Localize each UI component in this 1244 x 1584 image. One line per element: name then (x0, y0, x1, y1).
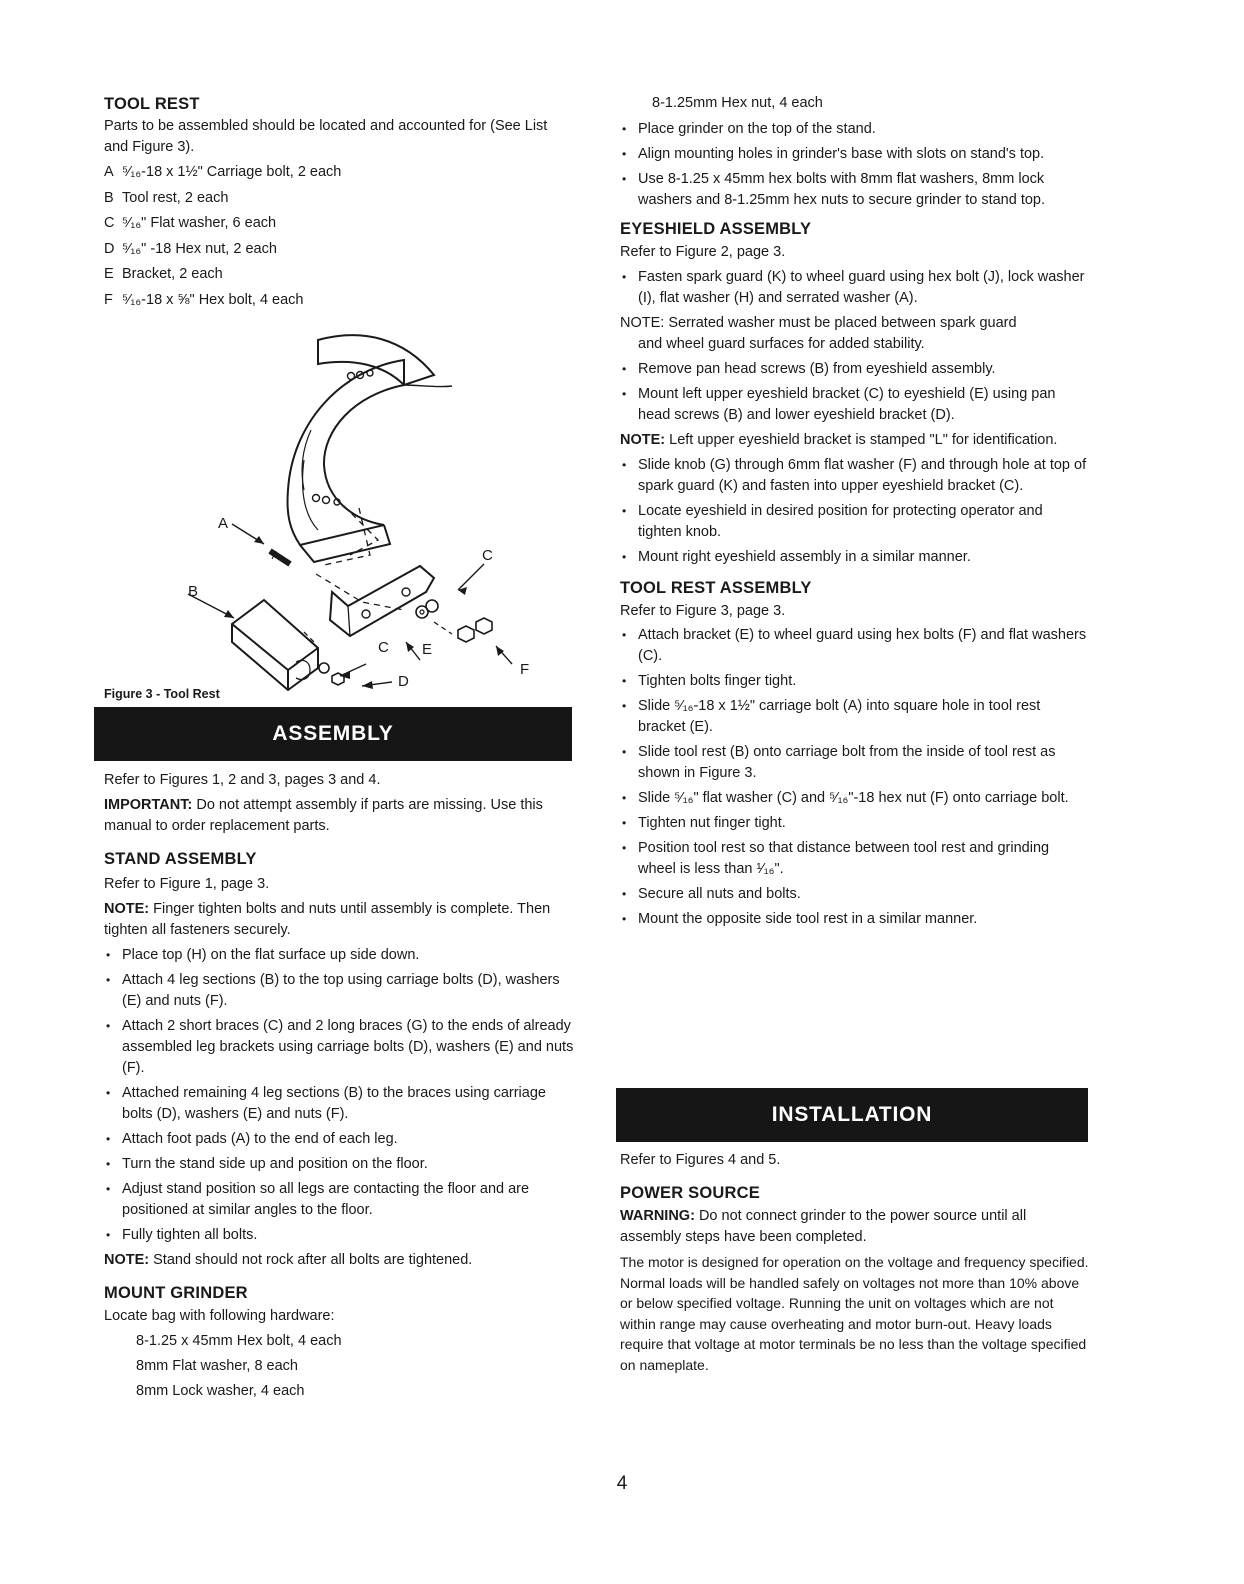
list-item: • Place top (H) on the flat surface up side down. (104, 945, 574, 966)
tool-rest-heading: TOOL REST (104, 95, 200, 113)
eyeshield-steps-3 (620, 455, 1090, 568)
eyeshield-note: NOTE: Serrated washer must be placed between spark guard and wheel guard surfaces for added stability. (620, 315, 1017, 352)
eyeshield-assembly-heading: EYESHIELD ASSEMBLY (620, 220, 812, 238)
stand-steps (104, 945, 574, 1246)
stand-ref: Refer to Figure 1, page 3. (104, 876, 270, 892)
tool-rest-intro: Parts to be assembled should be located and accounted for (See List and Figure 3). (104, 118, 548, 155)
tool-rest-figure (104, 330, 574, 700)
list-item: • Attach 2 short braces (C) and 2 long braces (G) to the ends of already assembled leg brackets using carriage bolts (D), washers (E) and nuts (F). (104, 1016, 574, 1079)
installation-intro: Refer to Figures 4 and 5. (620, 1152, 781, 1168)
figure-label-d: D (398, 673, 409, 690)
figure-label-c: C (378, 639, 389, 656)
figure-label-c: C (482, 547, 493, 564)
part-item: D ⁵⁄₁₆" -18 Hex nut, 2 each (104, 240, 277, 257)
figure-caption: Figure 3 - Tool Rest (104, 687, 220, 701)
figure-label-e: E (422, 641, 433, 658)
part-item: E Bracket, 2 each (104, 266, 223, 283)
list-item: • Fully tighten all bolts. (104, 1225, 574, 1246)
assembly-section (104, 770, 574, 1404)
eyeshield-ref: Refer to Figure 2, page 3. (620, 244, 786, 260)
important-note: IMPORTANT: Do not attempt assembly if parts are missing. Use this manual to order replacement parts. (104, 797, 543, 834)
eyeshield-steps-2 (620, 359, 1090, 426)
eyeshield-note-2: NOTE: Left upper eyeshield bracket is stamped "L" for identification. (620, 432, 1058, 448)
tool-rest-steps (620, 625, 1090, 930)
power-body: The motor is designed for operation on the voltage and frequency specified. Normal loads will be handled safely on voltages not more than 10% above or below specified voltage. Running the unit on voltages which are not within range may cause overheating and motor burn-out. Heavy loads require that voltage at motor terminals be no less than the voltage specified on nameplate. (620, 1254, 1089, 1373)
list-item: • Attach 4 leg sections (B) to the top using carriage bolts (D), washers (E) and nuts (F). (104, 970, 574, 1012)
list-item: 8mm Flat washer, 8 each (136, 1358, 298, 1374)
list-item: • Slide ⁵⁄₁₆" flat washer (C) and ⁵⁄₁₆"-18 hex nut (F) onto carriage bolt. (620, 788, 1090, 809)
list-item: • Mount left upper eyeshield bracket (C) to eyeshield (E) using pan head screws (B) and lower eyeshield bracket (D). (620, 384, 1090, 426)
mount-grinder-continued (620, 93, 1090, 934)
list-item: • Attached remaining 4 leg sections (B) to the braces using carriage bolts (D), washers (E) and nuts (F). (104, 1083, 574, 1125)
part-item: B Tool rest, 2 each (104, 189, 229, 206)
list-item: • Align mounting holes in grinder's base with slots on stand's top. (620, 144, 1090, 165)
tool-rest-section (104, 94, 574, 314)
tool-rest-ref: Refer to Figure 3, page 3. (620, 603, 786, 619)
assembly-banner: ASSEMBLY (94, 707, 572, 761)
installation-section (620, 1150, 1090, 1375)
part-item: A ⁵⁄₁₆-18 x 1½" Carriage bolt, 2 each (104, 164, 342, 180)
list-item: 8mm Lock washer, 4 each (136, 1383, 305, 1399)
part-item: C ⁵⁄₁₆" Flat washer, 6 each (104, 215, 277, 232)
list-item: • Slide knob (G) through 6mm flat washer (F) and through hole at top of spark guard (K) and fasten into upper eyeshield bracket (C). (620, 455, 1090, 497)
page-number: 4 (616, 1473, 628, 1494)
list-item: • Locate eyeshield in desired position for protecting operator and tighten knob. (620, 501, 1090, 543)
list-item: • Fasten spark guard (K) to wheel guard using hex bolt (J), lock washer (I), flat washer (H) and serrated washer (A). (620, 267, 1090, 309)
list-item: • Mount right eyeshield assembly in a similar manner. (620, 547, 1090, 568)
parts-list (104, 160, 574, 314)
list-item: • Remove pan head screws (B) from eyeshield assembly. (620, 359, 1090, 380)
list-item: • Tighten nut finger tight. (620, 813, 1090, 834)
list-item: • Position tool rest so that distance between tool rest and grinding wheel is less than ¹⁄₁₆". (620, 838, 1090, 880)
list-item: • Secure all nuts and bolts. (620, 884, 1090, 905)
list-item: • Tighten bolts finger tight. (620, 671, 1090, 692)
stand-note: NOTE: Finger tighten bolts and nuts until assembly is complete. Then tighten all fasteners securely. (104, 901, 551, 938)
list-item: 8-1.25 x 45mm Hex bolt, 4 each (136, 1333, 342, 1349)
figure-label-b: B (188, 583, 199, 600)
tool-rest-assembly-heading: TOOL REST ASSEMBLY (620, 579, 812, 597)
power-warning: WARNING: Do not connect grinder to the power source until all assembly steps have been completed. (620, 1208, 1027, 1245)
list-item: • Slide tool rest (B) onto carriage bolt from the inside of tool rest as shown in Figure 3. (620, 742, 1090, 784)
list-item: • Attach bracket (E) to wheel guard using hex bolts (F) and flat washers (C). (620, 625, 1090, 667)
mount-intro: Locate bag with following hardware: (104, 1308, 335, 1324)
list-item: • Turn the stand side up and position on the floor. (104, 1154, 574, 1175)
figure-label-a: A (218, 515, 229, 532)
stand-assembly-heading: STAND ASSEMBLY (104, 850, 257, 868)
part-item: F ⁵⁄₁₆-18 x ⅝" Hex bolt, 4 each (104, 291, 304, 308)
mount-steps (620, 119, 1090, 211)
list-item: • Mount the opposite side tool rest in a similar manner. (620, 909, 1090, 930)
hardware-list (104, 1329, 574, 1404)
mount-grinder-heading: MOUNT GRINDER (104, 1284, 248, 1302)
stand-note-final: NOTE: Stand should not rock after all bolts are tightened. (104, 1252, 473, 1268)
list-item: 8-1.25mm Hex nut, 4 each (652, 95, 823, 111)
list-item: • Adjust stand position so all legs are contacting the floor and are positioned at similar angles to the floor. (104, 1179, 574, 1221)
list-item: • Slide ⁵⁄₁₆-18 x 1½" carriage bolt (A) into square hole in tool rest bracket (E). (620, 696, 1090, 738)
figure-label-f: F (520, 661, 530, 678)
eyeshield-steps-1 (620, 267, 1090, 309)
power-source-heading: POWER SOURCE (620, 1184, 760, 1202)
assembly-intro: Refer to Figures 1, 2 and 3, pages 3 and 4. (104, 772, 381, 788)
list-item: • Use 8-1.25 x 45mm hex bolts with 8mm flat washers, 8mm lock washers and 8-1.25mm hex nuts to secure grinder to stand top. (620, 169, 1090, 211)
installation-banner: INSTALLATION (616, 1088, 1088, 1142)
list-item: • Place grinder on the top of the stand. (620, 119, 1090, 140)
list-item: • Attach foot pads (A) to the end of each leg. (104, 1129, 574, 1150)
